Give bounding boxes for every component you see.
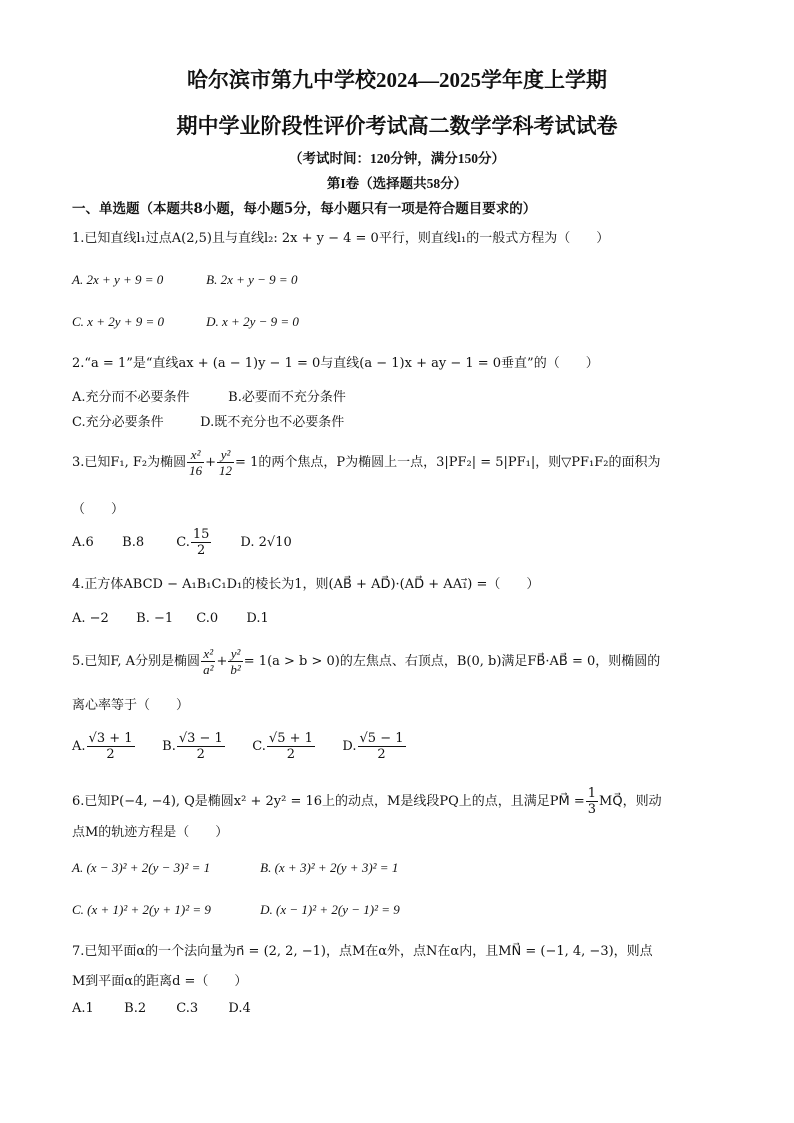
question-2-option-a: A.充分而不必要条件 <box>72 390 190 405</box>
volume-heading: 第I卷（选择题共58分） <box>326 176 468 191</box>
question-1-stem: 1.已知直线l₁过点A(2,5)且与直线l₂: 2x + y − 4 = 0平行，则直线l₁的一般式方程为（ ） <box>72 231 610 246</box>
question-5-stem-line2: 离心率等于（ ） <box>72 698 190 713</box>
fraction-x2-a2: $\frac{\text{x²}}{\text{a²}}$ <box>203 646 214 677</box>
question-7-option-d: D.4 <box>228 1001 251 1016</box>
question-1-option-a: A. 2x + y + 9 = 0 <box>72 272 164 287</box>
question-3-stem: 3.已知F₁, F₂为椭圆 $\frac{\text{x²}}{16}$ + $\frac{\text{y²}}{12}$ = 1的两个焦点，P为椭圆上一点，3|PF₂| = 5|PF₁|，则▽PF₁F₂的面积为 <box>72 447 661 478</box>
question-4-stem: 4.正方体ABCD − A₁B₁C₁D₁的棱长为1，则(AB⃗ + AD⃗)·(AD⃗ + AA₁⃗) =（ ） <box>72 577 540 592</box>
question-2-option-d: D.既不充分也不必要条件 <box>200 415 345 430</box>
question-3-paren: （ ） <box>72 502 125 517</box>
question-5-stem: 5.已知F, A分别是椭圆 $\frac{\text{x²}}{\text{a²}}$ + $\frac{\text{y²}}{\text{b²}}$ = 1(a > b > 0)的左焦点、右顶点，B(0, b)满足FB⃗·AB⃗ = 0，则椭圆的 <box>72 646 661 677</box>
question-7-option-a: A.1 <box>72 1001 94 1016</box>
question-5-options <box>72 730 407 764</box>
question-5-option-c: C. $\frac{√5 + 1}{2}$ <box>252 731 313 762</box>
question-7-option-c: C.3 <box>176 1001 199 1016</box>
fraction-y2-12: $\frac{\text{y²}}{12}$ <box>219 447 233 478</box>
exam-title-line2: 期中学业阶段性评价考试高二数学学科考试试卷 <box>176 114 618 138</box>
fraction-x2-16: $\frac{\text{x²}}{16}$ <box>189 447 203 478</box>
section-heading: 一、单选题（本题共8小题，每小题5分，每小题只有一项是符合题目要求的） <box>72 201 537 217</box>
question-6-option-d: D. (x − 1)² + 2(y − 1)² = 9 <box>260 902 400 917</box>
question-2-options-row2 <box>72 413 344 433</box>
question-6-option-b: B. (x + 3)² + 2(y + 3)² = 1 <box>260 860 399 875</box>
question-7-stem: 7.已知平面α的一个法向量为n⃗ = (2, 2, −1)，点M在α外，点N在α内，且MN⃗ = (−1, 4, −3)，则点 <box>72 944 653 959</box>
question-4-options <box>72 609 269 629</box>
question-3-option-b: B.8 <box>122 535 145 550</box>
question-6-option-a: A. (x − 3)² + 2(y − 3)² = 1 <box>72 860 211 875</box>
question-4-option-b: B. −1 <box>136 611 174 626</box>
question-6-options-row2 <box>72 900 400 921</box>
question-6-stem-line2: 点M的轨迹方程是（ ） <box>72 825 229 840</box>
fraction-one-third: $\frac{1}{3}$ <box>587 786 597 817</box>
question-5-option-b: B. $\frac{√3 - 1}{2}$ <box>162 731 223 762</box>
question-1-option-c: C. x + 2y + 9 = 0 <box>72 314 165 329</box>
question-4-option-c: C.0 <box>196 611 219 626</box>
exam-info: （考试时间：120分钟，满分150分） <box>289 151 505 166</box>
question-7-option-b: B.2 <box>124 1001 147 1016</box>
question-3-options <box>72 526 292 560</box>
question-2-stem: 2.“a = 1”是“直线ax + (a − 1)y − 1 = 0与直线(a − 1)x + ay − 1 = 0垂直”的（ ） <box>72 356 599 371</box>
question-3-option-a: A.6 <box>72 535 94 550</box>
question-7-stem-line2: M到平面α的距离d =（ ） <box>72 974 248 989</box>
question-6-options-row1 <box>72 858 398 879</box>
question-4-option-d: D.1 <box>246 611 269 626</box>
question-2-option-b: B.必要而不充分条件 <box>228 390 346 405</box>
question-6-option-c: C. (x + 1)² + 2(y + 1)² = 9 <box>72 902 211 917</box>
fraction-y2-b2: $\frac{\text{y²}}{\text{b²}}$ <box>230 646 241 677</box>
question-6-stem: 6.已知P(−4, −4), Q是椭圆x² + 2y² = 16上的动点，M是线段PQ上的点，且满足PM⃗ = $\frac{1}{3}$ MQ⃗，则动 <box>72 786 662 817</box>
question-1-options-row1 <box>72 270 297 291</box>
question-1-options-row2 <box>72 312 299 333</box>
question-3-option-d: D. 2√10 <box>240 535 292 550</box>
question-2-option-c: C.充分必要条件 <box>72 415 164 430</box>
question-7-options <box>72 999 251 1019</box>
question-2-options-row1 <box>72 388 346 408</box>
question-5-option-a: A. $\frac{√3 + 1}{2}$ <box>72 731 133 762</box>
exam-title-line1: 哈尔滨市第九中学校2024—2025学年度上学期 <box>187 68 607 92</box>
question-5-option-d: D. $\frac{√5 - 1}{2}$ <box>342 731 404 762</box>
question-1-option-d: D. x + 2y − 9 = 0 <box>206 314 299 329</box>
question-4-option-a: A. −2 <box>72 611 109 626</box>
question-1-option-b: B. 2x + y − 9 = 0 <box>206 272 298 287</box>
question-3-option-c: C. $\frac{15}{2}$ <box>176 527 210 558</box>
